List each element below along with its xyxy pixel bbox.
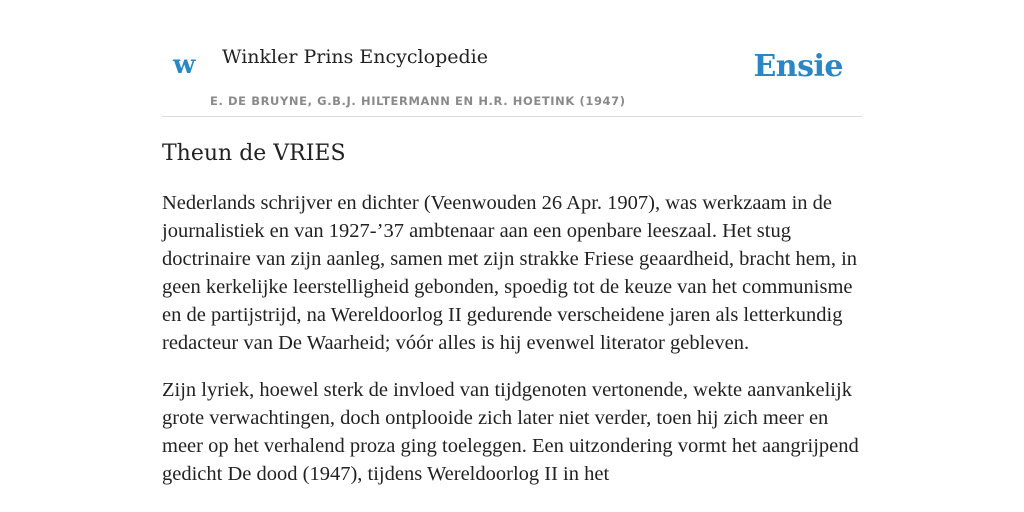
- source-title-link[interactable]: Winkler Prins Encyclopedie: [222, 46, 488, 68]
- article-body: [162, 189, 862, 488]
- page: [162, 0, 862, 488]
- article-title: Theun de VRIES: [162, 141, 346, 166]
- ensie-logo-link[interactable]: Ensie: [753, 49, 843, 84]
- source-header: [162, 0, 862, 117]
- source-authors: E. DE BRUYNE, G.B.J. HILTERMANN EN H.R. HOETINK (1947): [210, 94, 626, 108]
- article-paragraph-2: Zijn lyriek, hoewel sterk de invloed van tijdgenoten vertonende, wekte aanvankelijk grote verwachtingen, doch ontplooide zich later niet verder, toen hij zich meer en meer op het verhalend proza ging toeleggen. Een uitzondering vormt het aangrijpend gedicht De dood (1947), tijdens Wereldoorlog II in het: [162, 379, 859, 486]
- article-paragraph-1: Nederlands schrijver en dichter (Veenwouden 26 Apr. 1907), was werkzaam in de journalistiek en van 1927-’37 ambtenaar aan een openbare leeszaal. Het stug doctrinaire van zijn aanleg, samen met zijn strakke Friese geaardheid, bracht hem, in geen kerkelijke leerstelligheid gebonden, spoedig tot de keuze van het communisme en de partijstrijd, na Wereldoorlog II gedurende verscheidene jaren als letterkundig redacteur van De Waarheid; vóór alles is hij evenwel literator gebleven.: [162, 192, 858, 355]
- winkler-prins-logo[interactable]: w: [173, 50, 196, 80]
